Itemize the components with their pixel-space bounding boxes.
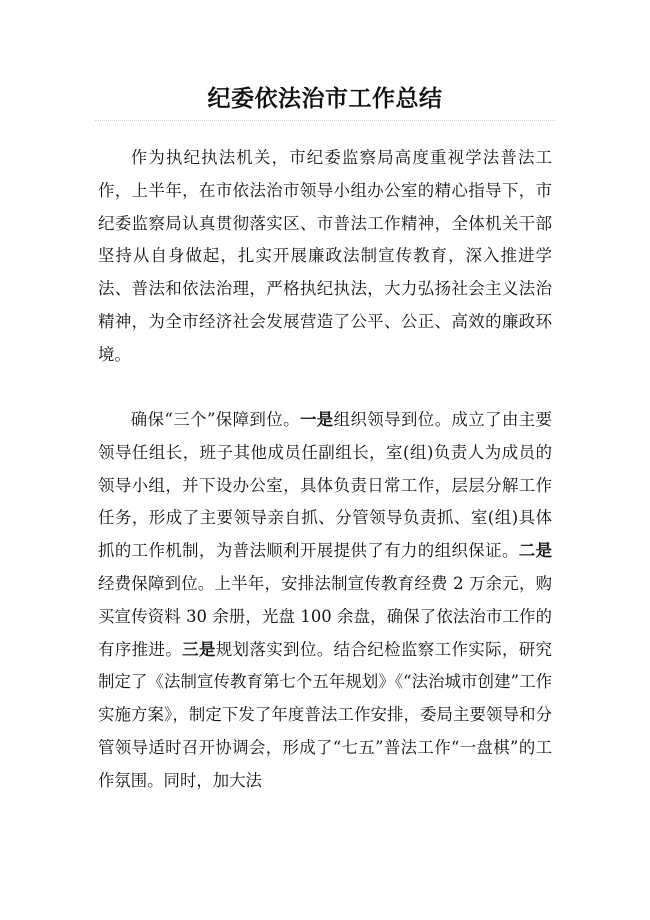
- second-label: 二是: [518, 541, 553, 561]
- first-label: 一是: [299, 410, 334, 429]
- first-text: 组织领导到位。成立了由主要领导任组长，班子其他成员任副组长，室(组)负责人为成员的领导小组，并下设办公室，具体负责日常工作，层层分解工作任务，形成了主要领导亲自抓、分管领导负责抓、室(组)具体抓的工作机制，为普法顺利开展提供了有力的组织保证。: [98, 410, 553, 561]
- second-text: 经费保障到位。上半年，安排法制宣传教育经费 2 万余元，购买宣传资料 30 余册，光盘 100 余盘，确保了依法治市工作的有序推进。: [98, 573, 552, 659]
- paragraph-2-intro: 确保“三个”保障到位。: [130, 410, 300, 429]
- paragraph-1: 作为执纪执法机关，市纪委监察局高度重视学法普法工作，上半年，在市依法治市领导小组办公室的精心指导下，市纪委监察局认真贯彻落实区、市普法工作精神，全体机关干部坚持从自身做起，扎实开展廉政法制宣传教育，深入推进学法、普法和依法治理，严格执纪执法，大力弘扬社会主义法治精神，为全市经济社会发展营造了公平、公正、高效的廉政环境。: [98, 148, 552, 364]
- document-title: 纪委依法治市工作总结: [207, 86, 443, 112]
- third-text: 规划落实到位。结合纪检监察工作实际，研究制定了《法制宣传教育第七个五年规划》《“法治城市创建”工作实施方案》，制定下发了年度普法工作安排，委局主要领导和分管领导适时召开协调会，形成了“七五”普法工作“一盘棋”的工作氛围。同时，加大法: [98, 639, 553, 790]
- third-label: 三是: [182, 639, 216, 659]
- paragraph-2: [98, 404, 552, 798]
- title-divider: [95, 120, 555, 121]
